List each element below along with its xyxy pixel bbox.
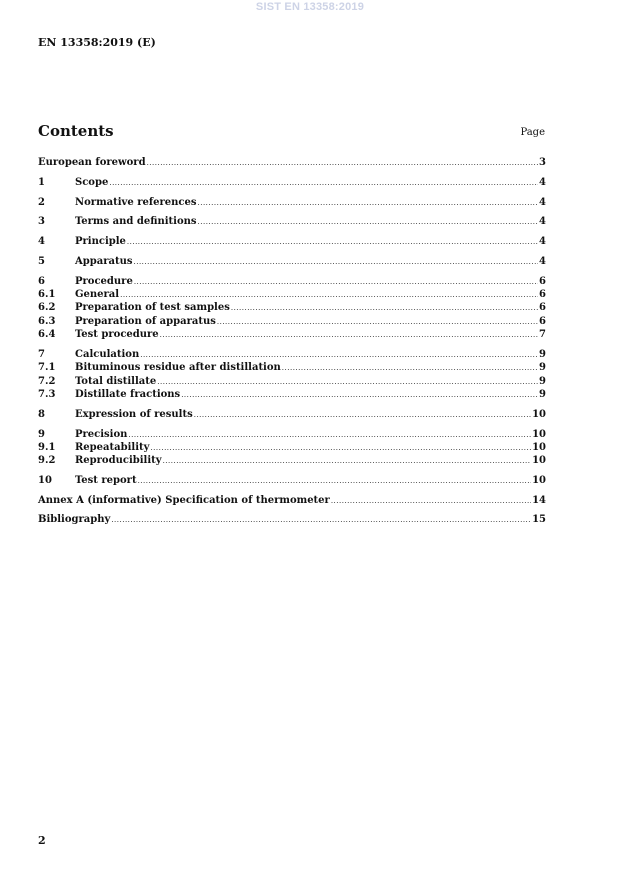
toc-entry-page: 4 [539,216,546,227]
toc-entry-number: 10 [38,475,52,486]
dot-leader [120,289,538,301]
dot-leader [331,495,531,507]
toc-entry-page: 10 [532,409,546,420]
toc-entry-number: 6 [38,276,45,287]
document-id: EN 13358:2019 (E) [38,36,156,49]
toc-entry[interactable] [38,442,546,454]
toc-entry-title: Reproducibility [75,455,162,466]
toc-entry-page: 10 [532,475,546,486]
toc-entry[interactable] [38,389,546,401]
toc-entry-title: Terms and definitions [75,216,197,227]
toc-entry-title: Test procedure [75,329,159,340]
toc-entry-page: 6 [539,289,546,300]
toc-entry-title: Test report [75,475,137,486]
dot-leader [282,362,538,374]
toc-entry-number: 7.3 [38,389,56,400]
toc-entry[interactable] [38,362,546,374]
toc-entry-number: 7.1 [38,362,56,373]
toc-entry[interactable] [38,429,546,441]
toc-entry-title: European foreword [38,157,146,168]
watermark: SIST EN 13358:2019 [255,1,365,13]
toc-entry-title: Distillate fractions [75,389,181,400]
toc-entry[interactable] [38,302,546,314]
toc-entry-number: 1 [38,177,45,188]
toc-entry[interactable] [38,216,546,228]
toc-entry[interactable] [38,495,546,507]
toc-entry-number: 9.1 [38,442,56,453]
toc-entry-number: 3 [38,216,45,227]
toc-entry-page: 10 [532,455,546,466]
dot-leader [128,429,531,441]
toc-entry[interactable] [38,177,546,189]
toc-entry-page: 4 [539,256,546,267]
toc-entry-title: Procedure [75,276,133,287]
toc-entry[interactable] [38,514,546,526]
dot-leader [194,409,531,421]
toc-entry-page: 6 [539,316,546,327]
toc-entry[interactable] [38,316,546,328]
dot-leader [163,455,532,467]
toc-entry-page: 14 [532,495,546,506]
dot-leader [198,197,539,209]
toc-entry-title: Preparation of apparatus [75,316,216,327]
toc-entry[interactable] [38,157,546,169]
toc-entry[interactable] [38,256,546,268]
toc-entry-page: 6 [539,276,546,287]
dot-leader [160,329,538,341]
toc-entry-page: 10 [532,442,546,453]
page-column-label: Page [520,127,545,138]
toc-entry-page: 9 [539,376,546,387]
toc-entry[interactable] [38,376,546,388]
toc-entry-title: Principle [75,236,126,247]
page-number: 2 [38,834,46,847]
dot-leader [111,514,531,526]
toc-entry-title: Expression of results [75,409,193,420]
toc-entry[interactable] [38,409,546,421]
toc-entry-page: 9 [539,349,546,360]
dot-leader [157,376,538,388]
toc-entry-page: 9 [539,362,546,373]
toc-entry-page: 10 [532,429,546,440]
toc-entry-title: Total distillate [75,376,157,387]
toc-entry-number: 6.3 [38,316,56,327]
toc-entry-title: Repeatability [75,442,150,453]
toc-entry-page: 7 [539,329,546,340]
toc-entry[interactable] [38,349,546,361]
toc-entry-page: 6 [539,302,546,313]
dot-leader [109,177,538,189]
toc-entry-title: Preparation of test samples [75,302,230,313]
toc-entry[interactable] [38,197,546,209]
toc-entry-title: Bibliography [38,514,111,525]
toc-entry-page: 4 [539,177,546,188]
toc-entry-number: 6.2 [38,302,56,313]
toc-entry-page: 4 [539,197,546,208]
toc-entry[interactable] [38,276,546,288]
toc-entry-number: 9 [38,429,45,440]
toc-entry-title: Annex A (informative) Specification of thermometer [38,495,330,506]
toc-entry[interactable] [38,455,546,467]
toc-entry-page: 15 [532,514,546,525]
toc-entry-title: Precision [75,429,128,440]
toc-entry[interactable] [38,475,546,487]
dot-leader [150,442,531,454]
toc-entry-number: 7 [38,349,45,360]
dot-leader [138,475,532,487]
toc-entry-title: Apparatus [75,256,133,267]
dot-leader [217,316,538,328]
dot-leader [140,349,538,361]
dot-leader [147,157,538,169]
toc-entry-title: Normative references [75,197,197,208]
toc-entry-number: 9.2 [38,455,56,466]
toc-entry-number: 8 [38,409,45,420]
toc-entry-page: 3 [539,157,546,168]
dot-leader [134,256,539,268]
dot-leader [231,302,538,314]
toc-entry-number: 6.1 [38,289,56,300]
toc-entry-title: Bituminous residue after distillation [75,362,281,373]
dot-leader [134,276,538,288]
toc-entry-number: 6.4 [38,329,56,340]
toc-entry[interactable] [38,329,546,341]
toc-entry-title: General [75,289,120,300]
contents-heading: Contents [38,122,114,140]
toc-entry-number: 2 [38,197,45,208]
toc-entry[interactable] [38,236,546,248]
toc-entry[interactable] [38,289,546,301]
toc-entry-number: 7.2 [38,376,56,387]
dot-leader [198,216,539,228]
toc-entry-title: Scope [75,177,109,188]
toc-entry-title: Calculation [75,349,140,360]
toc-entry-number: 5 [38,256,45,267]
dot-leader [127,236,538,248]
toc-entry-page: 9 [539,389,546,400]
dot-leader [181,389,538,401]
toc-entry-page: 4 [539,236,546,247]
toc-entry-number: 4 [38,236,45,247]
